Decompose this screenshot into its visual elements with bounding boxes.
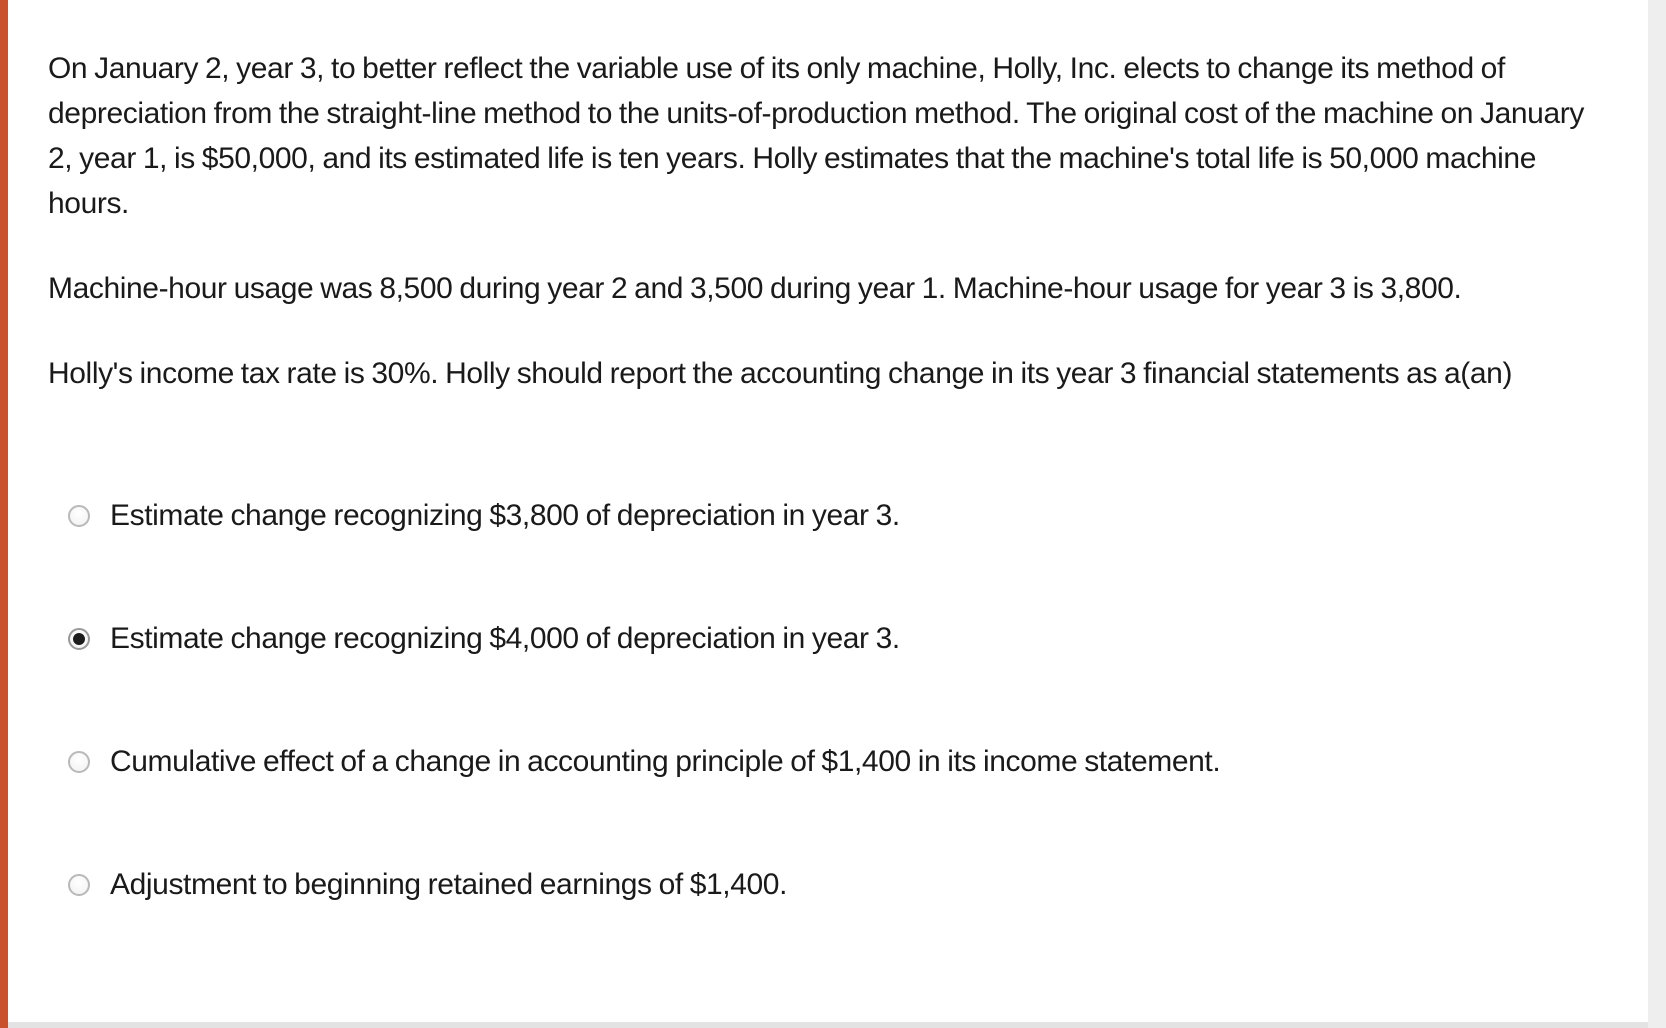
answer-option-a[interactable] [68,490,1568,542]
answer-option-c[interactable] [68,736,1568,788]
scrollbar-track[interactable] [1648,0,1666,1028]
answer-option-label: Cumulative effect of a change in accounting principle of $1,400 in its income statement. [110,745,1221,778]
answer-option-d[interactable] [68,859,1568,911]
bottom-divider [8,1022,1648,1028]
question-paragraph-2: Machine-hour usage was 8,500 during year 2 and 3,500 during year 1. Machine-hour usage for year 3 is 3,800. [48,272,1462,305]
radio-button-a[interactable] [68,505,90,527]
answer-option-label: Estimate change recognizing $4,000 of depreciation in year 3. [110,622,900,655]
radio-button-c[interactable] [68,751,90,773]
answer-option-label: Adjustment to beginning retained earnings of $1,400. [110,868,788,901]
question-paragraph-1: On January 2, year 3, to better reflect the variable use of its only machine, Holly, Inc. elects to change its method of depreciation from the straight-line method to the units-of-production method. The original cost of the machine on January 2, year 1, is $50,000, and its estimated life is ten years. Holly estimates that the machine's total life is 50,000 machine hours. [48,52,1584,220]
question-paragraph-3: Holly's income tax rate is 30%. Holly should report the accounting change in its year 3 financial statements as a(an) [48,357,1513,390]
answer-options [68,490,1568,982]
radio-button-d[interactable] [68,874,90,896]
accent-bar [0,0,8,1028]
radio-selected-dot [73,633,85,645]
question-text [48,46,1608,396]
answer-option-b[interactable] [68,613,1568,665]
answer-option-label: Estimate change recognizing $3,800 of depreciation in year 3. [110,499,900,532]
radio-button-b[interactable] [68,628,90,650]
